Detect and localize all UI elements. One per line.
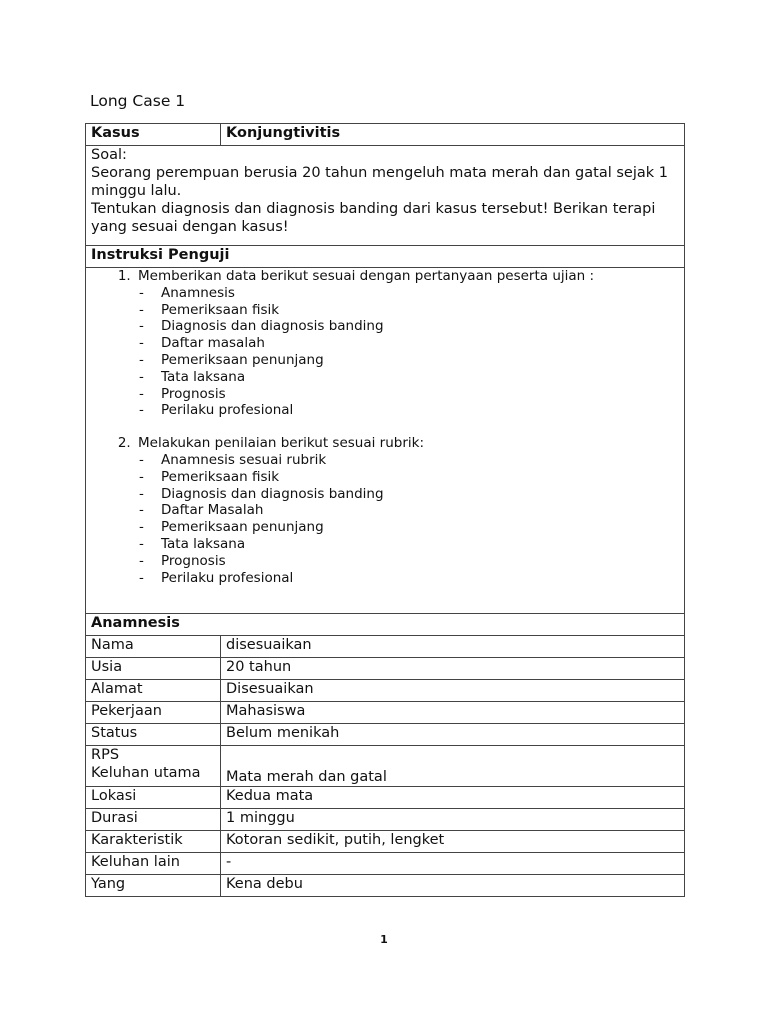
sub-item: - Tata laksana	[138, 536, 684, 553]
row-label: Alamat	[86, 680, 221, 702]
instruction-sublist	[138, 285, 684, 419]
instruction-list	[91, 268, 684, 586]
row-label: Pekerjaan	[86, 702, 221, 724]
kasus-value: Konjungtivitis	[221, 124, 685, 146]
row-label: Usia	[86, 658, 221, 680]
soal-cell	[86, 146, 685, 246]
table-row	[86, 702, 685, 724]
row-value: 20 tahun	[221, 658, 685, 680]
sub-item: - Prognosis	[138, 386, 684, 403]
sub-item: - Anamnesis	[138, 285, 684, 302]
row-label: Lokasi	[86, 787, 221, 809]
row-label: Nama	[86, 636, 221, 658]
table-row	[86, 853, 685, 875]
case-table	[85, 123, 685, 897]
soal-line-2: Tentukan diagnosis dan diagnosis banding dari kasus tersebut! Berikan terapi yang sesuai dengan kasus!	[91, 201, 656, 235]
instruction-item	[135, 268, 684, 419]
row-value: Belum menikah	[221, 724, 685, 746]
keluhan-utama-label: Keluhan utama	[91, 765, 201, 781]
anamnesis-heading-row	[86, 614, 685, 636]
kasus-row	[86, 124, 685, 146]
rps-row	[86, 746, 685, 787]
instruction-item	[135, 435, 684, 586]
row-value: Disesuaikan	[221, 680, 685, 702]
row-label: Karakteristik	[86, 831, 221, 853]
sub-item: - Pemeriksaan fisik	[138, 302, 684, 319]
sub-item: - Prognosis	[138, 553, 684, 570]
soal-line-1: Seorang perempuan berusia 20 tahun mengeluh mata merah dan gatal sejak 1 minggu lalu.	[91, 165, 668, 199]
page-number: 1	[380, 933, 388, 946]
row-label: Keluhan lain	[86, 853, 221, 875]
sub-item: - Pemeriksaan penunjang	[138, 519, 684, 536]
sub-item: - Anamnesis sesuai rubrik	[138, 452, 684, 469]
soal-row	[86, 146, 685, 246]
sub-item: - Daftar masalah	[138, 335, 684, 352]
sub-item: - Tata laksana	[138, 369, 684, 386]
instruksi-body-row	[86, 268, 685, 614]
table-row	[86, 658, 685, 680]
sub-item: - Daftar Masalah	[138, 502, 684, 519]
row-label: Yang	[86, 875, 221, 897]
kasus-label: Kasus	[86, 124, 221, 146]
instruction-sublist	[138, 452, 684, 586]
table-row	[86, 787, 685, 809]
keluhan-utama-value: Mata merah dan gatal	[221, 746, 685, 787]
table-row	[86, 831, 685, 853]
row-value: Mahasiswa	[221, 702, 685, 724]
table-row	[86, 680, 685, 702]
instruksi-heading-row	[86, 246, 685, 268]
rps-label: RPS	[91, 747, 120, 763]
row-value: -	[221, 853, 685, 875]
table-row	[86, 809, 685, 831]
row-value: 1 minggu	[221, 809, 685, 831]
instruction-text: Memberikan data berikut sesuai dengan pertanyaan peserta ujian :	[138, 268, 595, 284]
sub-item: - Diagnosis dan diagnosis banding	[138, 318, 684, 335]
row-value: Kotoran sedikit, putih, lengket	[221, 831, 685, 853]
anamnesis-heading: Anamnesis	[86, 614, 685, 636]
sub-item: - Perilaku profesional	[138, 402, 684, 419]
sub-item: - Perilaku profesional	[138, 570, 684, 587]
table-row	[86, 875, 685, 897]
instruksi-body	[86, 268, 685, 614]
row-value: disesuaikan	[221, 636, 685, 658]
sub-item: - Pemeriksaan penunjang	[138, 352, 684, 369]
table-row	[86, 724, 685, 746]
row-label: Durasi	[86, 809, 221, 831]
sub-item: - Pemeriksaan fisik	[138, 469, 684, 486]
row-value: Kedua mata	[221, 787, 685, 809]
row-label: Status	[86, 724, 221, 746]
instruksi-heading: Instruksi Penguji	[86, 246, 685, 268]
instruction-text: Melakukan penilaian berikut sesuai rubrik:	[138, 435, 425, 452]
row-value: Kena debu	[221, 875, 685, 897]
page-title: Long Case 1	[90, 92, 186, 110]
soal-label: Soal:	[91, 147, 127, 163]
table-row	[86, 636, 685, 658]
sub-item: - Diagnosis dan diagnosis banding	[138, 486, 684, 503]
rps-label-cell	[86, 746, 221, 787]
